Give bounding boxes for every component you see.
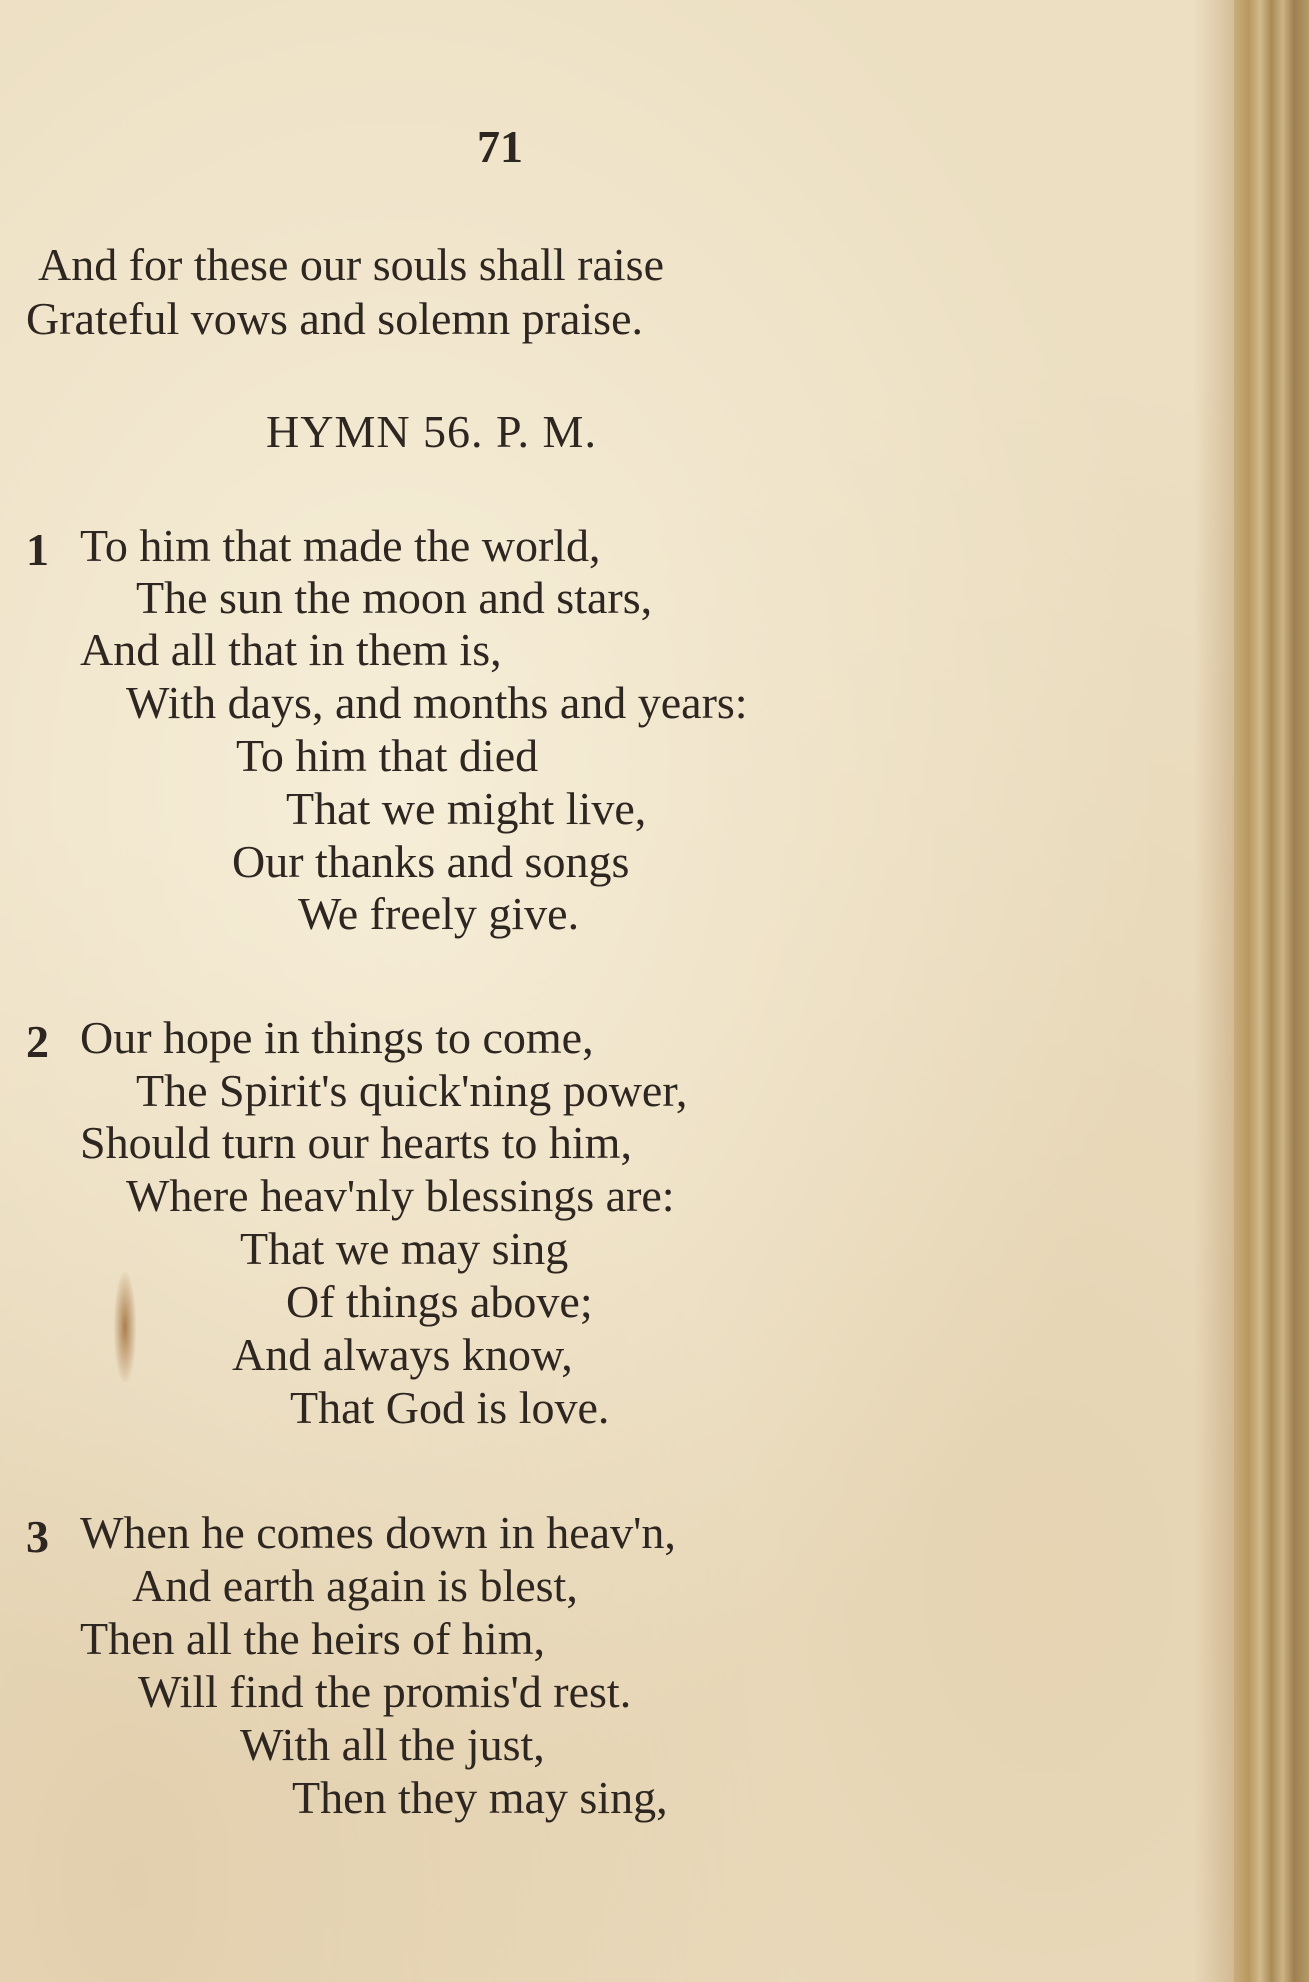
verse-line: And earth again is blest, [132, 1560, 578, 1611]
page-edge-shadow [1194, 0, 1234, 1982]
verse-line: Then they may sing, [292, 1772, 668, 1823]
verse-line: To him that died [236, 730, 539, 781]
verse-line: We freely give. [298, 888, 580, 939]
closing-line: Grateful vows and solemn praise. [26, 293, 644, 344]
verse-line: Will find the promis'd rest. [138, 1666, 632, 1717]
page-number: 71 [477, 121, 523, 172]
verse-line: Of things above; [286, 1276, 593, 1327]
verse-line: Should turn our hearts to him, [80, 1117, 632, 1168]
verse-number: 2 [26, 1016, 49, 1067]
verse-line: And all that in them is, [80, 624, 502, 675]
verse-line: That God is love. [290, 1382, 610, 1433]
verse-line: Our hope in things to come, [80, 1012, 594, 1063]
verse-line: With days, and months and years: [126, 677, 748, 728]
verse-line: Our thanks and songs [232, 836, 630, 887]
verse-line: Where heav'nly blessings are: [126, 1170, 675, 1221]
verse-line: Then all the heirs of him, [80, 1613, 545, 1664]
verse-line: When he comes down in heav'n, [80, 1507, 676, 1558]
verse-line: With all the just, [240, 1719, 545, 1770]
verse-line: To him that made the world, [80, 520, 601, 571]
verse-line: That we might live, [286, 783, 647, 834]
closing-line: And for these our souls shall raise [38, 239, 664, 290]
hymn-title: HYMN 56. P. M. [266, 406, 597, 457]
verse-number: 1 [26, 524, 49, 575]
book-page-edges [1234, 0, 1309, 1982]
paper-stain [114, 1272, 136, 1382]
verse-line: The Spirit's quick'ning power, [136, 1065, 688, 1116]
verse-number: 3 [26, 1511, 49, 1562]
verse-line: That we may sing [240, 1223, 569, 1274]
verse-line: The sun the moon and stars, [136, 572, 653, 623]
verse-line: And always know, [232, 1329, 573, 1380]
